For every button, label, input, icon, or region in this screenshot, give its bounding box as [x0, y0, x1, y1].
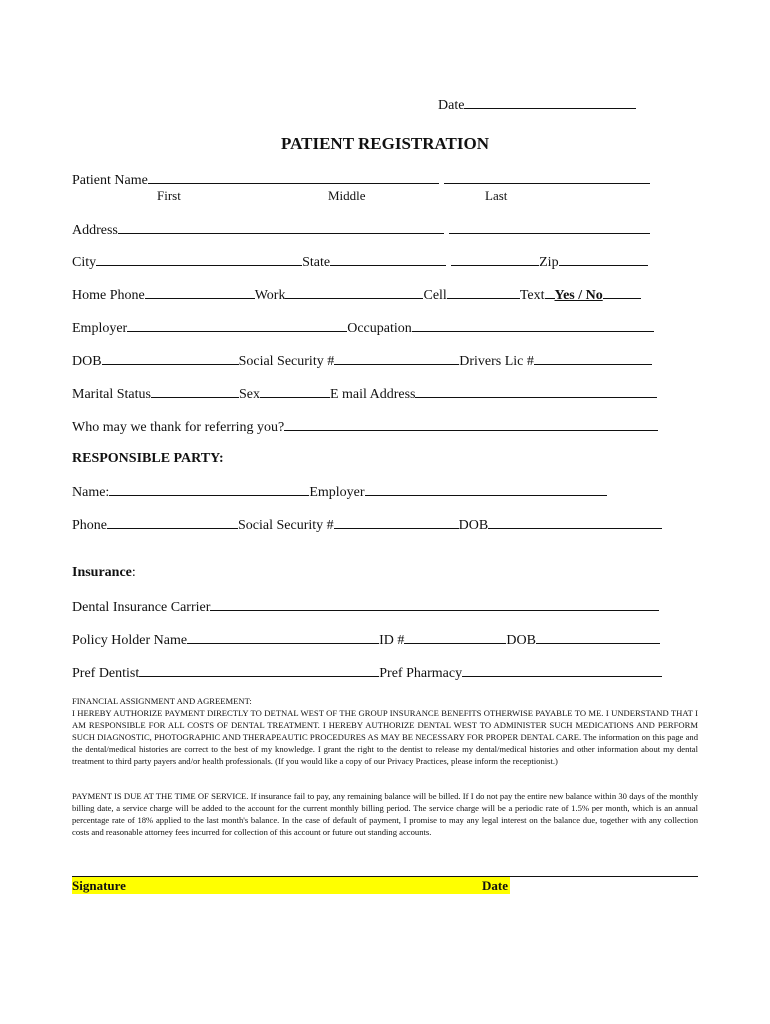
- dob-ssn-row: [72, 352, 652, 370]
- pref-dentist-label: Pref Dentist: [72, 666, 140, 681]
- responsible-phone-label: Phone: [72, 518, 107, 533]
- address-line1-blank[interactable]: [118, 221, 444, 234]
- policy-holder-dob-blank[interactable]: [536, 631, 660, 644]
- patient-name-row: [72, 171, 650, 189]
- insurance-carrier-label: Dental Insurance Carrier: [72, 600, 211, 615]
- state-label: State: [302, 255, 331, 270]
- home-phone-blank[interactable]: [145, 286, 255, 299]
- responsible-party-heading: RESPONSIBLE PARTY:: [72, 451, 224, 466]
- city-blank[interactable]: [96, 253, 302, 266]
- referral-blank[interactable]: [284, 418, 658, 431]
- signature-date-label: Date: [482, 878, 508, 893]
- form-date-field[interactable]: [438, 96, 636, 114]
- first-name-caption: First: [157, 188, 181, 203]
- responsible-name-blank[interactable]: [109, 483, 309, 496]
- referral-label: Who may we thank for referring you?: [72, 420, 285, 435]
- responsible-phone-blank[interactable]: [107, 516, 238, 529]
- work-phone-blank[interactable]: [285, 286, 423, 299]
- insurance-carrier-row: [72, 598, 659, 616]
- ssn-label: Social Security #: [238, 354, 335, 369]
- responsible-phone-row: [72, 516, 662, 534]
- responsible-name-label: Name:: [72, 485, 110, 500]
- form-date-blank[interactable]: [464, 96, 636, 109]
- responsible-name-row: [72, 483, 607, 501]
- responsible-employer-blank[interactable]: [365, 483, 607, 496]
- page-title: PATIENT REGISTRATION: [281, 134, 489, 153]
- ssn-blank[interactable]: [334, 352, 459, 365]
- employer-label: Employer: [72, 321, 128, 336]
- responsible-employer-label: Employer: [309, 485, 365, 500]
- city-label: City: [72, 255, 97, 270]
- agreement-paragraph-2: PAYMENT IS DUE AT THE TIME OF SERVICE. If insurance fail to pay, any remaining balance will be billed. If I do not pay the entire new balance within 30 days of the monthly billing date, a service charge will be added to the account for the current monthly billing period. The service charge will be a periodic rate of 1.5% per month, which is an annual percentage rate of 18% applied to the last month's balance. In the case of default of payment, I promise to may any legal interest on the balance due, together with any collection costs and reasonable attorney fees incurred for collection of this account or future out standing accounts.: [72, 791, 698, 837]
- email-blank[interactable]: [415, 385, 657, 398]
- occupation-blank[interactable]: [412, 319, 654, 332]
- agreement-heading: FINANCIAL ASSIGNMENT AND AGREEMENT:: [72, 696, 252, 706]
- patient-name-label: Patient Name: [72, 173, 148, 188]
- home-phone-label: Home Phone: [72, 288, 145, 303]
- zip-label: Zip: [539, 255, 559, 270]
- address-label: Address: [72, 223, 118, 238]
- pref-row: [72, 664, 662, 682]
- signature-bar[interactable]: [72, 876, 698, 895]
- sex-blank[interactable]: [260, 385, 330, 398]
- marital-sex-email-row: [72, 385, 657, 403]
- employer-row: [72, 319, 654, 337]
- phone-row: [72, 286, 641, 304]
- address-row: [72, 221, 650, 239]
- cell-phone-blank[interactable]: [447, 286, 520, 299]
- sex-label: Sex: [238, 387, 260, 402]
- address-line2-blank[interactable]: [449, 221, 650, 234]
- marital-status-label: Marital Status: [72, 387, 151, 402]
- pref-pharmacy-blank[interactable]: [462, 664, 662, 677]
- policy-holder-dob-label: DOB: [506, 633, 536, 648]
- last-name-caption: Last: [485, 188, 508, 203]
- responsible-ssn-label: Social Security #: [238, 518, 334, 533]
- drivers-license-label: Drivers Lic #: [459, 354, 534, 369]
- referral-row: [72, 418, 658, 436]
- insurance-heading: [72, 565, 136, 581]
- state-extra-blank[interactable]: [451, 253, 539, 266]
- responsible-ssn-blank[interactable]: [334, 516, 459, 529]
- occupation-label: Occupation: [347, 321, 412, 336]
- policy-holder-label: Policy Holder Name: [72, 633, 188, 648]
- email-label: E mail Address: [329, 387, 416, 402]
- signature-label: Signature: [72, 878, 126, 893]
- text-ok-label: Text: [519, 288, 545, 303]
- dob-blank[interactable]: [102, 352, 239, 365]
- cell-phone-label: Cell: [423, 288, 447, 303]
- policy-holder-row: [72, 631, 660, 649]
- patient-name-last-blank[interactable]: [444, 171, 650, 184]
- marital-status-blank[interactable]: [151, 385, 239, 398]
- drivers-license-blank[interactable]: [534, 352, 652, 365]
- work-phone-label: Work: [254, 288, 286, 303]
- patient-name-first-middle-blank[interactable]: [148, 171, 439, 184]
- employer-blank[interactable]: [127, 319, 347, 332]
- insurance-carrier-blank[interactable]: [210, 598, 659, 611]
- policy-id-blank[interactable]: [404, 631, 506, 644]
- responsible-dob-blank[interactable]: [488, 516, 662, 529]
- policy-id-label: ID #: [379, 633, 405, 648]
- insurance-heading-text: Insurance: [72, 565, 132, 580]
- text-yes-no-choice[interactable]: Yes / No: [554, 288, 603, 303]
- zip-blank[interactable]: [559, 253, 648, 266]
- dob-label: DOB: [72, 354, 102, 369]
- city-state-zip-row: [72, 253, 648, 271]
- pref-pharmacy-label: Pref Pharmacy: [379, 666, 463, 681]
- responsible-dob-label: DOB: [458, 518, 489, 533]
- state-blank[interactable]: [330, 253, 446, 266]
- pref-dentist-blank[interactable]: [139, 664, 379, 677]
- policy-holder-blank[interactable]: [187, 631, 379, 644]
- signature-highlight: [72, 877, 510, 894]
- form-date-label: Date: [438, 98, 465, 113]
- agreement-paragraph-1: I HEREBY AUTHORIZE PAYMENT DIRECTLY TO DETNAL WEST OF THE GROUP INSURANCE BENEFITS OTHERWISE PAYABLE TO ME. I UNDERSTAND THAT I AM RESPONSIBLE FOR ALL COSTS OF DENTAL TREATMENT. I HEREBY AUTHORIZE DENTAL WEST TO ADMINISTER SUCH MEDICATIONS AND PERFORM SUCH DIAGNOSTIC, PHOTOGRAPHIC AND THERAPEAUTIC PROCEDURES AS MAY BE NECESSARY FOR PROPER DENTAL CARE. The information on this page and the dental/medical histories are correct to the best of my knowledge. I grant the right to the dentist to release my dental/medical histories and other information about my dental treatment to third party payers and/or health professionals. (If you would like a copy of our Privacy Practices, please inform the receptionist.): [72, 708, 698, 766]
- text-choice-blank[interactable]: [603, 286, 641, 299]
- insurance-heading-colon: :: [131, 565, 136, 580]
- middle-name-caption: Middle: [328, 188, 366, 203]
